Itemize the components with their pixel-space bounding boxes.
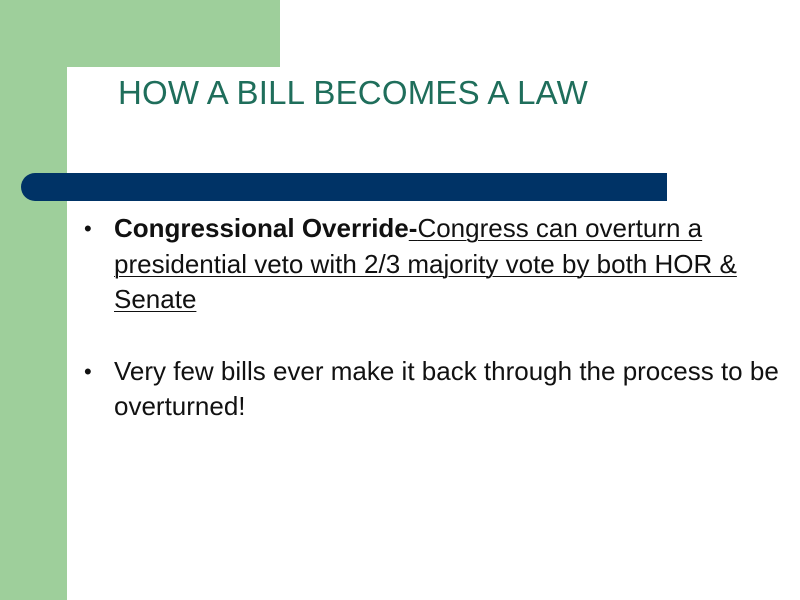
- override-term: Congressional Override: [114, 213, 409, 243]
- override-description: Congress can overturn a presidential veto with 2/3 majority vote by both HOR & Senate: [114, 213, 737, 314]
- bullet-item-few-bills: [84, 354, 796, 425]
- green-side-bar: [0, 0, 67, 600]
- title-underline-bar: [21, 173, 667, 201]
- bullet-marker: •: [84, 216, 92, 241]
- bullet-list: [84, 211, 796, 461]
- bullet-marker: •: [84, 358, 92, 384]
- slide-title: HOW A BILL BECOMES A LAW: [118, 74, 589, 111]
- few-bills-text: Very few bills ever make it back through the process to be overturned!: [114, 355, 779, 421]
- green-top-block: [0, 0, 280, 67]
- term-separator: -: [408, 213, 418, 243]
- bullet-item-override: [84, 211, 796, 318]
